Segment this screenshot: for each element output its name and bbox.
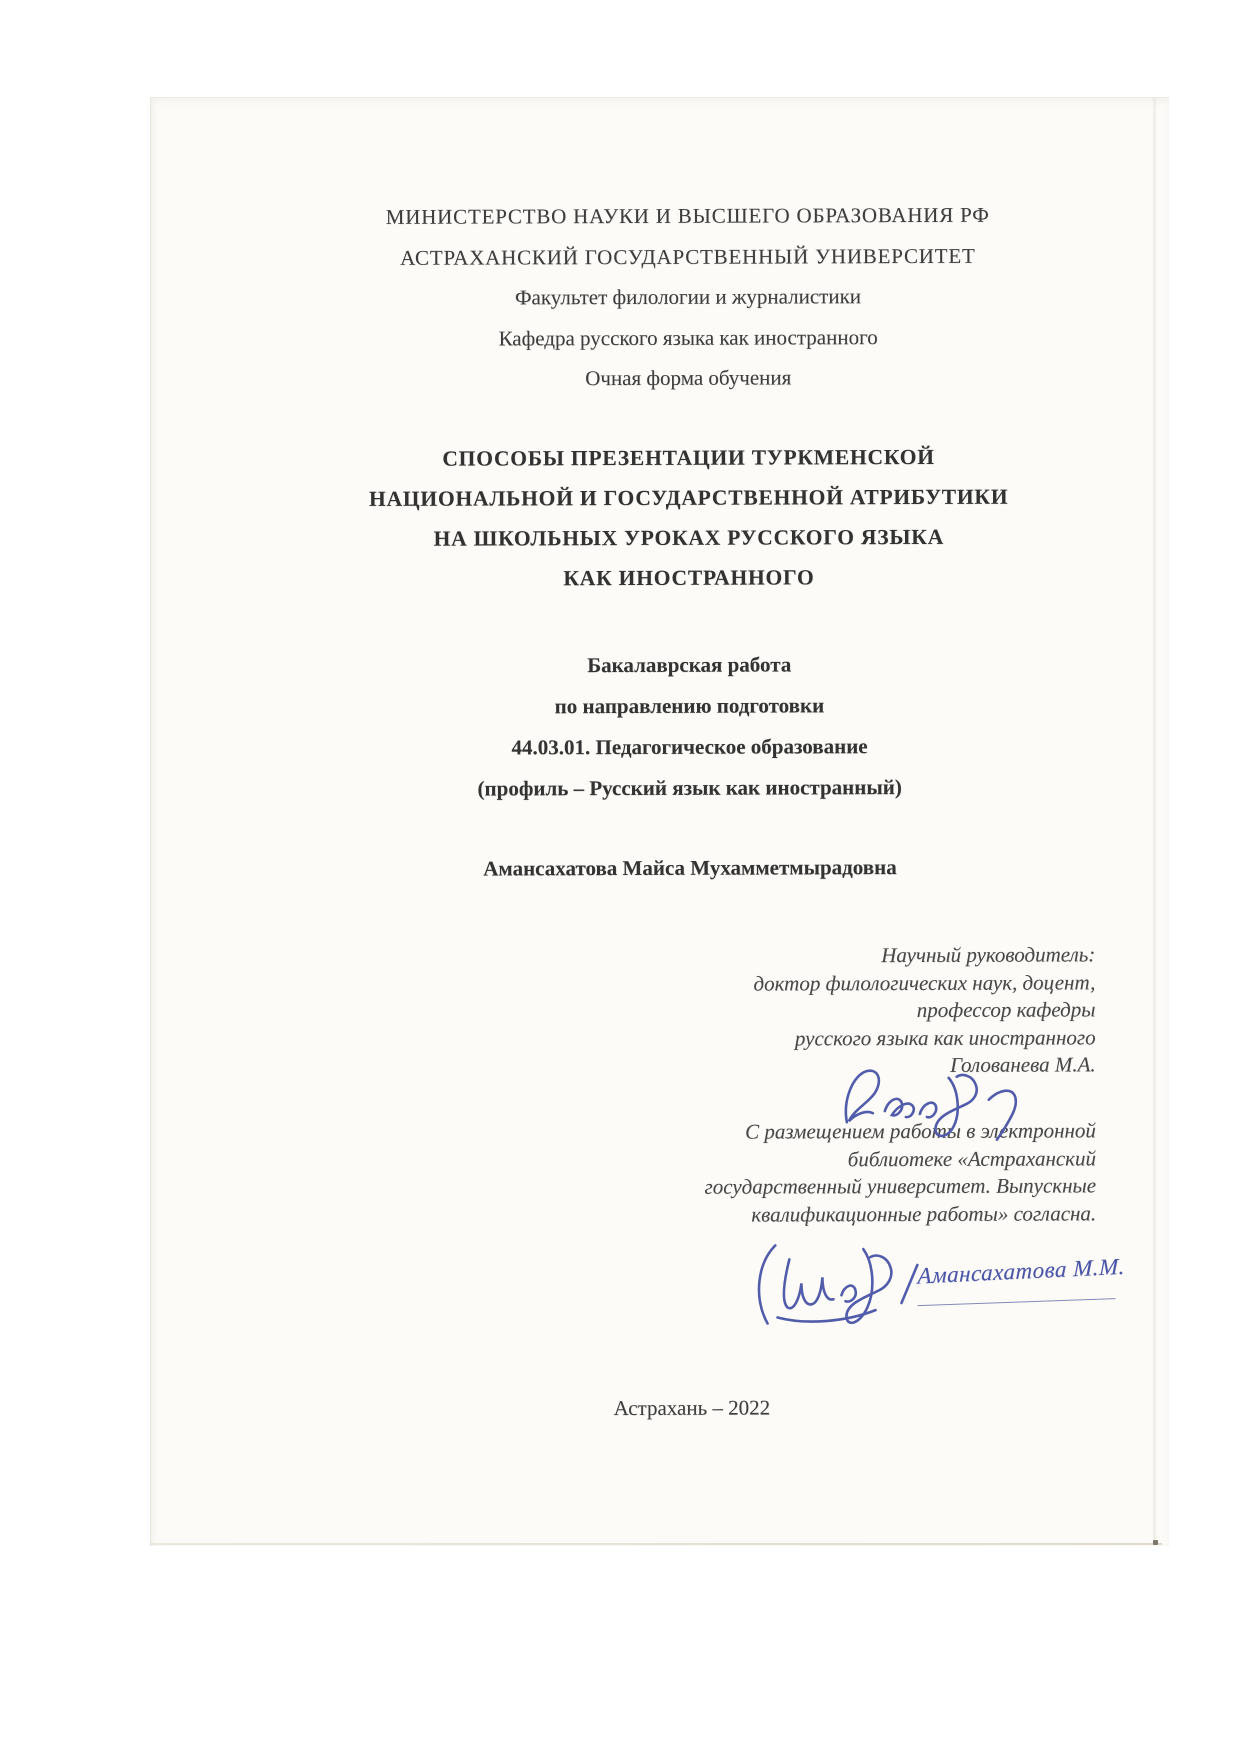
profile-line: (профиль – Русский язык как иностранный) — [477, 775, 902, 801]
supervisor-position: профессор кафедры — [916, 997, 1096, 1022]
ministry-line: МИНИСТЕРСТВО НАУКИ И ВЫСШЕГО ОБРАЗОВАНИЯ РФ — [385, 202, 990, 229]
footer-block — [242, 1386, 1142, 1429]
consent-line-4: квалификационные работы» согласна. — [751, 1200, 1097, 1227]
title-line-1: СПОСОБЫ ПРЕЗЕНТАЦИИ ТУРКМЕНСКОЙ — [442, 444, 935, 471]
work-type-line: Бакалаврская работа — [587, 652, 792, 678]
title-line-3: НА ШКОЛЬНЫХ УРОКАХ РУССКОГО ЯЗЫКА — [433, 524, 945, 551]
author-block — [240, 846, 1140, 890]
supervisor-label: Научный руководитель: — [881, 942, 1096, 968]
supervisor-block — [455, 941, 1095, 1081]
title-line-2: НАЦИОНАЛЬНОЙ И ГОСУДАРСТВЕННОЙ АТРИБУТИКИ — [368, 484, 1009, 511]
department-line: Кафедра русского языка как иностранного — [498, 324, 878, 350]
author-name: Амансахатова Майса Мухамметмырадовна — [483, 855, 897, 881]
supervisor-signature — [823, 1061, 1063, 1149]
university-line: АСТРАХАНСКИЙ ГОСУДАРСТВЕННЫЙ УНИВЕРСИТЕТ — [400, 243, 976, 270]
direction-line: по направлению подготовки — [554, 693, 825, 719]
signature-underline — [918, 1298, 1116, 1306]
supervisor-degree: доктор филологических наук, доцент, — [753, 969, 1096, 996]
author-signature-name: Амансахатова М.М. — [917, 1253, 1126, 1289]
author-signature — [741, 1237, 941, 1338]
title-line-4: КАК ИНОСТРАННОГО — [563, 565, 815, 591]
consent-line-1: С размещением работы в электронной — [745, 1118, 1096, 1144]
supervisor-department: русского языка как иностранного — [794, 1024, 1096, 1050]
consent-line-2: библиотеке «Астраханский — [847, 1145, 1097, 1171]
work-type-block — [239, 643, 1140, 810]
thesis-title — [238, 436, 1139, 599]
university-header — [238, 194, 1139, 400]
city-year: Астрахань – 2022 — [613, 1395, 771, 1421]
consent-line-3: государственный университет. Выпускные — [704, 1173, 1097, 1199]
study-form-line: Очная форма обучения — [585, 365, 792, 391]
program-code-line: 44.03.01. Педагогическое образование — [511, 734, 868, 760]
supervisor-name: Голованева М.А. — [950, 1052, 1096, 1077]
faculty-line: Факультет филологии и журналистики — [514, 284, 862, 310]
